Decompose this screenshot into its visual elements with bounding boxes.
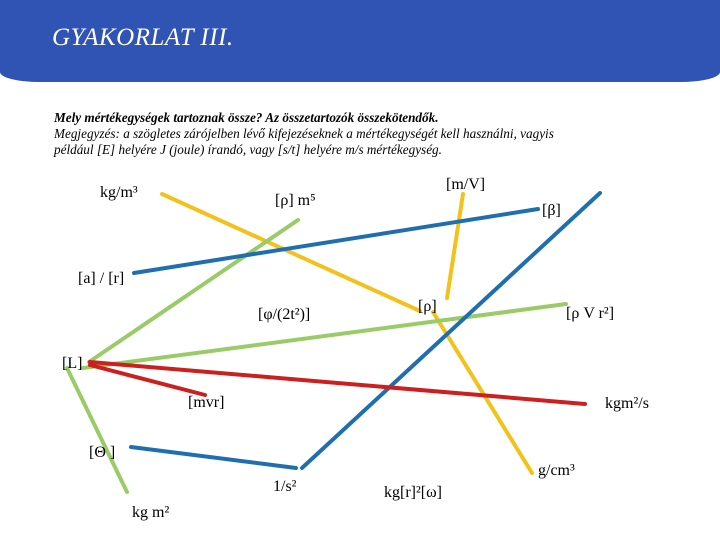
line-rhom5-L [89,220,298,362]
slide-title: GYAKORLAT III. [52,24,234,51]
instruction-line-2: Megjegyzés: a szögletes zárójelben lévő kifejezéseknek a mértékegységét kell használni, vagyis [54,126,554,141]
label-kgm2-s: kgm²/s [605,395,649,412]
label-mvr: [mvr] [188,394,225,411]
label-kg-m3: kg/m³ [100,184,138,201]
line-L-kgm2 [83,304,566,368]
label-m-V: [m/V] [446,176,486,193]
label-g-cm3: g/cm³ [538,462,575,479]
label-beta: [β] [542,202,561,219]
label-kg-m2: kg m² [132,504,170,521]
line-mV-rho [447,194,463,298]
instruction-line-1: Mely mértékegységek tartoznak össze? Az összetartozók összekötendők. [54,110,439,125]
label-phi-2t2: [φ/(2t²)] [258,306,311,323]
label-rho-m5: [ρ] m⁵ [275,192,316,209]
instruction-line-3: például [E] helyére J (joule) írandó, vagy [s/t] helyére m/s mértékegység. [54,142,442,157]
label-theta: [Θ ] [89,444,116,461]
label-L: [L] [62,355,83,372]
line-theta-kgm2 [67,368,127,492]
line-rho-1s2 [302,193,600,468]
label-rho-V-r2: [ρ V r²] [566,305,615,322]
label-kg-r2-omega: kg[r]²[ω] [384,484,442,501]
label-rho: [ρ] [418,298,437,315]
line-phi-theta [131,447,296,468]
line-ar-beta [134,209,538,273]
label-a-r: [a] / [r] [78,270,125,287]
label-1-s2: 1/s² [273,478,297,495]
line-kgm3-rho [162,194,420,311]
